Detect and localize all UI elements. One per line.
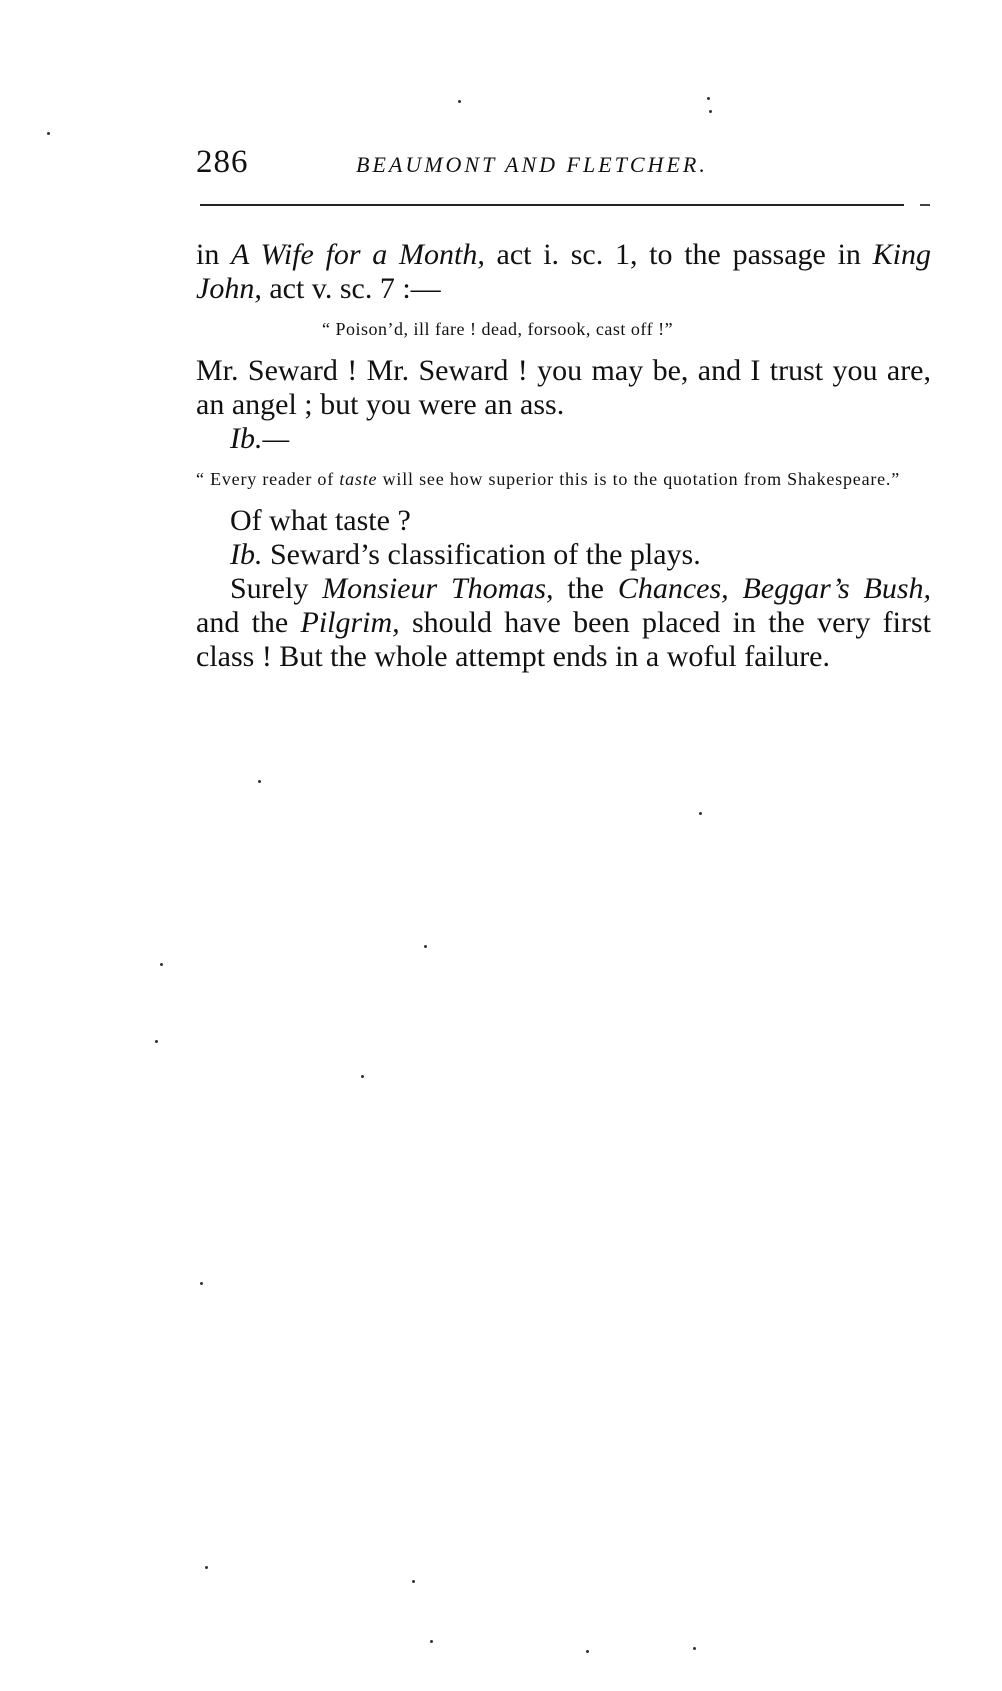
scan-speck [155, 1040, 158, 1043]
paragraph-what-taste: Of what taste ? [230, 504, 411, 537]
scan-speck [699, 812, 702, 815]
text-run: in [196, 238, 232, 271]
text-run: and the [196, 606, 301, 639]
text-run: act v. sc. 7 :— [261, 272, 441, 305]
text-run: the [553, 572, 618, 605]
scan-speck [47, 132, 50, 135]
scan-speck [258, 780, 261, 783]
block-quote: “ Poison’d, ill fare ! dead, forsook, cast off !” [322, 319, 674, 339]
scan-speck [707, 97, 710, 100]
paragraph-seward: Mr. Seward ! Mr. Seward ! you may be, and I trust you are, an angel ; but you were an ass. [196, 354, 931, 421]
text-run: Seward’s classification of the plays. [262, 538, 701, 571]
paragraph-classification [196, 538, 931, 572]
running-head [196, 140, 931, 184]
running-title: BEAUMONT AND FLETCHER. [356, 152, 708, 177]
ib-heading [196, 422, 931, 456]
text-run: “ Every reader of [196, 469, 340, 489]
emphasis: taste [339, 469, 378, 489]
page-number: 286 [196, 144, 249, 180]
play-title: Pilgrim, [300, 606, 400, 639]
text-run: will see how superior this is to the quotation from Shakespeare.” [377, 469, 901, 489]
book-page [196, 140, 932, 673]
scan-speck [709, 110, 712, 113]
scan-speck [693, 1647, 696, 1650]
text-run: act i. sc. 1, to the passage in [484, 238, 873, 271]
scan-speck [205, 1566, 208, 1569]
scan-speck [200, 1282, 203, 1285]
ib-label: Ib. [230, 538, 263, 571]
scan-speck [586, 1650, 589, 1653]
paragraph-wife-for-a-month [196, 238, 931, 306]
header-rule [200, 204, 904, 206]
scan-speck [412, 1580, 415, 1583]
header-rule-tail [920, 204, 930, 206]
scan-speck [361, 1075, 364, 1078]
play-title: Chances, Beggar’s Bush, [617, 572, 932, 605]
quoted-note [196, 468, 931, 490]
text-run: Surely [230, 572, 323, 605]
play-title: King John, [196, 238, 931, 305]
text-run: should have been placed in the very first class ! But the whole attempt ends in a woful failure. [196, 606, 932, 673]
play-title: A Wife for a Month, [231, 238, 485, 271]
scan-speck [160, 963, 163, 966]
play-title: Monsieur Thomas, [322, 572, 554, 605]
ib-label: Ib.— [230, 422, 290, 455]
paragraph-surely [196, 572, 931, 674]
scan-speck [424, 945, 427, 948]
scan-speck [430, 1640, 433, 1643]
scan-speck [458, 100, 461, 103]
body-text [196, 238, 931, 674]
